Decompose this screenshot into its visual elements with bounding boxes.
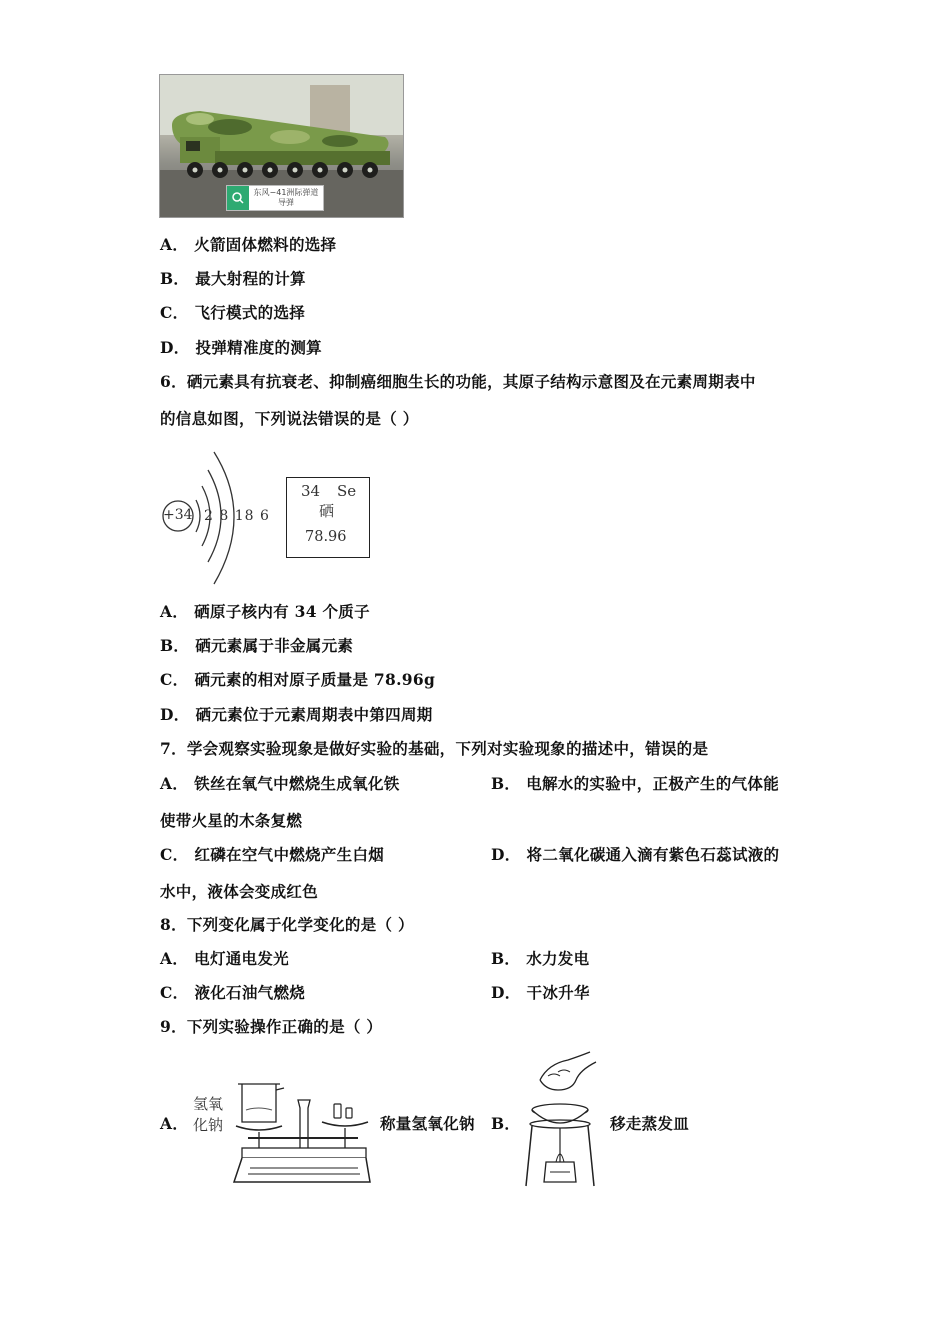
q9-stem: 9．下列实验操作正确的是（ ） [160,1017,383,1036]
atom-shell-numbers: 2 8 18 6 [204,508,270,524]
q6-option-b: B． 硒元素属于非金属元素 [160,636,354,655]
element-name: 硒 [319,502,335,520]
q9-option-a-text: 称量氢氧化钠 [380,1114,475,1133]
q8-option-c: C． 液化石油气燃烧 [160,983,306,1002]
q9-option-b-letter: B． [491,1114,521,1133]
q5-option-c: C． 飞行模式的选择 [160,303,306,322]
q6-option-d: D． 硒元素位于元素周期表中第四周期 [160,705,433,724]
atom-nucleus-label: +34 [163,507,193,523]
periodic-table-cell [286,477,370,558]
q5-option-b: B． 最大射程的计算 [160,269,306,288]
balance-scale-illustration [228,1078,374,1188]
q7-option-b: B． 电解水的实验中，正极产生的气体能 [491,774,780,793]
q6-option-c: C． 硒元素的相对原子质量是 78.96g [160,670,436,689]
balance-label-line2: 化钠 [193,1116,224,1134]
balance-label-line1: 氢氧 [193,1095,224,1113]
q8-stem: 8．下列变化属于化学变化的是（ ） [160,915,414,934]
atomic-mass: 78.96 [305,529,347,545]
q6-stem-line1: 6．硒元素具有抗衰老、抑制癌细胞生长的功能，其原子结构示意图及在元素周期表中 [160,372,756,391]
q7-option-a: A． 铁丝在氧气中燃烧生成氧化铁 [160,774,400,793]
evaporating-dish-illustration [518,1050,604,1190]
q7-stem: 7．学会观察实验现象是做好实验的基础，下列对实验现象的描述中，错误的是 [160,739,709,758]
q5-option-d: D． 投弹精准度的测算 [160,338,322,357]
q7-option-d-continued: 水中，液体会变成红色 [160,882,319,901]
q7-option-d: D． 将二氧化碳通入滴有紫色石蕊试液的 [491,845,780,864]
atomic-number: 34 [301,482,321,500]
photo-caption [226,185,324,211]
q9-option-a-letter: A． [160,1114,189,1133]
q9-option-b-text: 移走蒸发皿 [610,1114,690,1133]
missile-photo [159,74,404,218]
q7-option-b-continued: 使带火星的木条复燃 [160,811,303,830]
q6-option-a: A． 硒原子核内有 34 个质子 [160,602,370,621]
q6-stem-line2: 的信息如图，下列说法错误的是（ ） [160,409,419,428]
q7-option-c: C． 红磷在空气中燃烧产生白烟 [160,845,385,864]
search-icon [227,186,249,210]
element-symbol: Se [337,482,357,500]
q8-option-d: D． 干冰升华 [491,983,590,1002]
caption-text: 东风−41洲际弹道导弹 [253,188,319,207]
q8-option-b: B． 水力发电 [491,949,590,968]
q5-option-a: A． 火箭固体燃料的选择 [160,235,337,254]
q8-option-a: A． 电灯通电发光 [160,949,289,968]
